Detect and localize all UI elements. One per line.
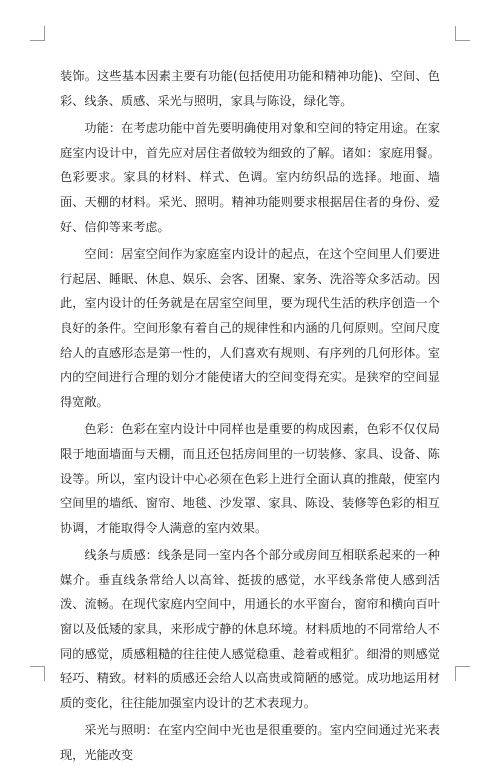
paragraph-space: 空间：居室空间作为家庭室内设计的起点，在这个空间里人们要进行起居、睡眠、休息、娱乐、会客、团聚、家务、洗浴等众多活动。因此，室内设计的任务就是在居室空间里，要为现代生活的秩序创造一个良好的条件。空间形象有着自己的规律性和内涵的几何原则。空间尺度给人的直感形态是第一性的，人们喜欢有规则、有序列的几何形体。室内的空间进行合理的划分才能使诸大的空间变得充实。是狭窄的空间显得宽敞。 [60,247,440,409]
crop-mark-top-right [455,26,470,41]
crop-mark-bottom-left [30,666,45,681]
crop-mark-bottom-right [455,666,470,681]
paragraph-line-texture: 线条与质感：线条是同一室内各个部分或房间互相联系起来的一种媒介。垂直线条常给人以高耸、挺拔的感觉，水平线条常使人感到活泼、流畅。在现代家庭内空间中，用通长的水平窗台，窗帘和横向百叶窗以及低矮的家具，来形成宁静的休息环境。材料质地的不同常给人不同的感觉，质感粗糙的往往使人感觉稳重、趁着或粗犷。细滑的则感觉轻巧、精致。材料的质感还会给人以高贵或简陋的感觉。成功地运用材质的变化，往往能加强室内设计的艺术表现力。 [60,548,440,710]
paragraph-lighting: 采光与照明：在室内空间中光也是很重要的。室内空间通过光来表现，光能改变 [60,723,440,763]
paragraph-color: 色彩：色彩在室内设计中同样也是重要的构成因素，色彩不仅仅局限于地面墙面与天棚，而且还包括房间里的一切装修、家具、设备、陈设等。所以，室内设计中心必须在色彩上进行全面认真的推敲，使室内空间里的墙纸、窗帘、地毯、沙发罩、家具、陈设、装修等色彩的相互协调，才能取得令人满意的室内效果。 [60,422,440,535]
paragraph-function: 功能：在考虑功能中首先要明确使用对象和空间的特定用途。在家庭室内设计中，首先应对居住者做较为细致的了解。诸如：家庭用餐。色彩要求。家具的材料、样式、色调。室内纺织品的选择。地面、墙面、天棚的材料。采光、照明。精神功能则要求根据居住者的身份、爱好、信仰等来考虑。 [60,121,440,234]
paragraph-intro: 装饰。这些基本因素主要有功能(包括使用功能和精神功能)、空间、色彩、线条、质感、采光与照明，家具与陈设，绿化等。 [60,69,440,108]
crop-mark-top-left [30,26,45,41]
body-text [60,64,440,771]
